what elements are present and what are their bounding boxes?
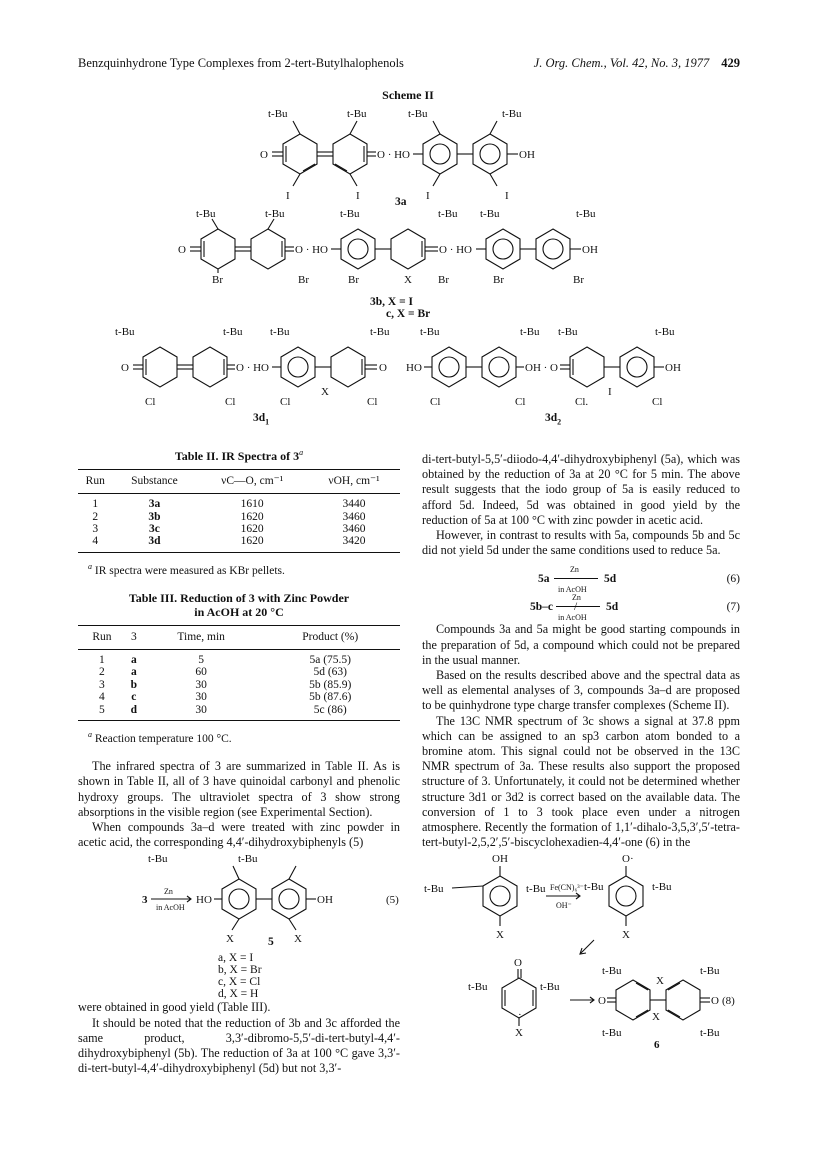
table-row: 3 b 30 5b (85.9) (99, 678, 352, 691)
running-title: Benzquinhydrone Type Complexes from 2-tert-Butylhalophenols (78, 56, 404, 70)
table3-title: Table III. Reduction of 3 with Zinc Powder in AcOH at 20 °C (128, 590, 350, 619)
svg-text:t-Bu: t-Bu (148, 853, 168, 866)
svg-text:Cl: Cl (652, 396, 663, 408)
page-number: 429 (721, 56, 740, 70)
svg-text:O: O (598, 995, 606, 1008)
svg-text:t-Bu: t-Bu (268, 108, 288, 120)
paragraph: When compounds 3a–d were treated with zinc powder in acetic acid, the corresponding 4,4′-dihydroxybiphenyls (5) (78, 819, 400, 850)
svg-text:OH: OH (665, 362, 681, 374)
structure-3d2 (400, 325, 700, 417)
paragraph: However, in contrast to results with 5a, compounds 5b and 5c did not yield 5d under the same conditions used to reduce 5a. (422, 528, 740, 558)
table3-footnote: $^a$ Reaction temperature 100 °C. (88, 730, 232, 745)
svg-text:Br: Br (493, 274, 504, 286)
table3-header: Time, min (142, 625, 261, 649)
svg-text:t-Bu: t-Bu (223, 326, 243, 338)
svg-text:t-Bu: t-Bu (602, 965, 622, 978)
structure-3d1 (115, 325, 405, 417)
svg-text:OH: OH (519, 149, 535, 161)
svg-text:OH⁻: OH⁻ (556, 901, 572, 911)
svg-text:Br: Br (298, 274, 309, 286)
svg-text:t-Bu: t-Bu (602, 1027, 622, 1040)
paragraph: were obtained in good yield (Table III). (78, 1000, 271, 1015)
svg-text:t-Bu: t-Bu (480, 208, 500, 220)
label-3d2: $3d_2$ (545, 412, 562, 427)
svg-text:t-Bu: t-Bu (340, 208, 360, 220)
svg-text:Zn: Zn (164, 887, 173, 897)
table2-header: νOH, cm⁻¹ (308, 470, 400, 494)
svg-text:O · HO: O · HO (295, 244, 328, 256)
svg-text:t-Bu: t-Bu (347, 108, 367, 120)
svg-text:O: O (379, 362, 387, 374)
svg-text:·: · (518, 1009, 522, 1022)
eq5-substituents: 5 a, X = I b, X = Br c, X = Cl d, X = H (218, 936, 274, 1001)
svg-text:t-Bu: t-Bu (468, 981, 488, 994)
label-3d1: $3d_1$ (253, 412, 270, 427)
label-3c: c, X = Br (386, 308, 431, 320)
label-3b: 3b, X = I (370, 296, 413, 308)
svg-text:O: O (711, 995, 719, 1008)
svg-text:t-Bu: t-Bu (196, 208, 216, 220)
svg-text:O: O (178, 244, 186, 256)
structure-3a (250, 104, 550, 208)
svg-text:O: O (514, 957, 522, 970)
svg-text:I: I (426, 190, 430, 202)
svg-text:6: 6 (654, 1039, 660, 1052)
svg-text:t-Bu: t-Bu (655, 326, 675, 338)
svg-text:OH · O: OH · O (525, 362, 558, 374)
svg-text:t-Bu: t-Bu (420, 326, 440, 338)
equation-5 (78, 850, 400, 946)
svg-text:(8): (8) (722, 995, 735, 1008)
svg-text:t-Bu: t-Bu (238, 853, 258, 866)
svg-text:t-Bu: t-Bu (700, 1027, 720, 1040)
table3-header: Product (%) (260, 625, 400, 649)
svg-text:t-Bu: t-Bu (370, 326, 390, 338)
svg-text:Fe(CN)₆³⁻: Fe(CN)₆³⁻ (550, 883, 584, 893)
svg-text:t-Bu: t-Bu (438, 208, 458, 220)
table2-title: Table II. IR Spectra of 3$^a$ (174, 448, 304, 463)
equation-8 (422, 850, 740, 1052)
svg-text:O · HO: O · HO (236, 362, 269, 374)
scheme-title: Scheme II (382, 88, 434, 102)
svg-text:I: I (356, 190, 360, 202)
table-row: 5 d 30 5c (86) (78, 704, 400, 721)
svg-text:X: X (656, 975, 664, 988)
svg-text:Br: Br (438, 274, 449, 286)
svg-text:t-Bu: t-Bu (700, 965, 720, 978)
svg-text:X: X (321, 386, 329, 398)
structure-3b-3c (168, 207, 638, 299)
svg-text:HO: HO (406, 362, 422, 374)
table-row: 4 3d 1620 3420 (78, 535, 400, 552)
svg-text:OH: OH (317, 894, 333, 907)
svg-text:t-Bu: t-Bu (270, 326, 290, 338)
svg-text:Cl: Cl (280, 396, 291, 408)
svg-text:(5): (5) (386, 894, 399, 907)
svg-text:t-Bu: t-Bu (576, 208, 596, 220)
svg-text:X: X (226, 933, 234, 946)
svg-text:t-Bu: t-Bu (115, 326, 135, 338)
table2-footnote: $^a$ IR spectra were measured as KBr pellets. (88, 561, 285, 577)
left-column (78, 446, 400, 1076)
equation-7: 5b–c Zn in AcOH / 5d (7) (530, 593, 740, 623)
table3-header: 3 (126, 625, 142, 649)
svg-text:Cl.: Cl. (575, 396, 589, 408)
svg-text:X: X (404, 274, 412, 286)
svg-text:Cl: Cl (145, 396, 156, 408)
svg-text:t-Bu: t-Bu (558, 326, 578, 338)
table-row: 1 3a 1610 3440 (92, 498, 366, 511)
table3 (78, 625, 400, 721)
svg-text:O·: O· (622, 853, 634, 866)
svg-text:t-Bu: t-Bu (526, 883, 546, 896)
svg-text:O · HO: O · HO (439, 244, 472, 256)
equation-6: 5a Zn in AcOH 5d (6) (538, 565, 740, 595)
svg-text:Cl: Cl (430, 396, 441, 408)
svg-text:I: I (608, 386, 612, 398)
svg-text:t-Bu: t-Bu (408, 108, 428, 120)
svg-text:t-Bu: t-Bu (265, 208, 285, 220)
svg-text:t-Bu: t-Bu (424, 883, 444, 896)
svg-text:t-Bu: t-Bu (502, 108, 522, 120)
svg-text:X: X (294, 933, 302, 946)
svg-text:t-Bu: t-Bu (540, 981, 560, 994)
table2 (78, 469, 400, 553)
svg-text:Cl: Cl (515, 396, 526, 408)
svg-text:in AcOH: in AcOH (156, 903, 185, 913)
svg-text:t-Bu: t-Bu (652, 881, 672, 894)
svg-text:O: O (121, 362, 129, 374)
svg-text:Cl: Cl (225, 396, 236, 408)
running-header (78, 56, 740, 74)
svg-text:X: X (652, 1011, 660, 1024)
label-3a: 3a (395, 196, 407, 208)
table-row: 2 3b 1620 3460 (92, 510, 366, 523)
paragraph: The infrared spectra of 3 are summarized in Table II. As is shown in Table II, all of 3 have quinoidal carbonyl and phenolic hydroxy groups. The ultraviolet spectra of 3 show strong absorptions in the visible region (see Experimental Section). (78, 759, 400, 819)
svg-text:OH: OH (582, 244, 598, 256)
journal-citation (534, 56, 740, 71)
paragraph: Compounds 3a and 5a might be good starting compounds in the preparation of 5d, a compound which could not be prepared in the usual manner. (422, 622, 740, 667)
svg-text:HO: HO (196, 894, 212, 907)
o-label: O (260, 149, 268, 161)
svg-text:3: 3 (142, 894, 148, 907)
svg-text:Br: Br (573, 274, 584, 286)
paragraph: Based on the results described above and the spectral data as well as elemental analyses of 3, compounds 3a–d are proposed to be quinhydrone type charge transfer complexes (Scheme II). (422, 668, 740, 713)
label-3bc (370, 296, 430, 320)
right-column (422, 452, 740, 1052)
table-row: 3 3c 1620 3460 (92, 523, 366, 536)
svg-text:I: I (286, 190, 290, 202)
svg-text:t-Bu: t-Bu (520, 326, 540, 338)
paragraph: It should be noted that the reduction of 3b and 3c afforded the same product, 3,3′-dibromo-5,5′-di-tert-butyl-4,4′-dihydroxybiphenyl (5b). The reduction of 3a at 100 °C gave 3,3′-di-tert-butyl-4,4′-dihydroxybiphenyl (5d) but not 3,3′- (78, 1015, 400, 1076)
table-row: 4 c 30 5b (87.6) (99, 691, 352, 704)
table2-header: Substance (112, 470, 196, 494)
svg-text:I: I (505, 190, 509, 202)
table-row: 2 a 60 5d (63) (99, 666, 347, 679)
table2-header: νC—O, cm⁻¹ (196, 470, 308, 494)
table-row: 1 a 5 5a (75.5) (99, 654, 351, 667)
svg-text:Cl: Cl (367, 396, 378, 408)
svg-text:X: X (496, 929, 504, 942)
paragraph: The 13C NMR spectrum of 3c shows a signal at 37.8 ppm which can be assigned to an sp3 carbon atom bonded to a bromine atom. This signal could not be observed in the 13C NMR spectrum of 3a. These results also support the proposed structure of 3. Unfortunately, it could not be determined whether structure 3d1 or 3d2 is correct based on the available data. The conversion of 1 to 3 took place even under a nitrogen atmosphere. Recently the formation of 1,1′-dihalo-3,5,3′,5′-tetra-tert-butyl-2,5,2′,5′-biscyclohexadien-4,4′-one (6) in the (422, 713, 740, 850)
svg-text:Br: Br (348, 274, 359, 286)
journal-name: J. Org. Chem., Vol. 42, No. 3, 1977 (533, 56, 710, 70)
paragraph: di-tert-butyl-5,5′-diiodo-4,4′-dihydroxybiphenyl (5a), which was obtained by the reduction of 3a at 20 °C for 5 min. The above result suggests that the iodo group of 5a is easily reduced to afford 5d. Indeed, 5d was obtained in good yield by the reduction of 5a at 100 °C with zinc powder in acetic acid. (422, 452, 740, 527)
table3-header: Run (78, 625, 126, 649)
svg-text:X: X (622, 929, 630, 942)
svg-text:Br: Br (212, 274, 223, 286)
svg-text:t-Bu: t-Bu (584, 881, 604, 894)
table2-header: Run (78, 470, 112, 494)
svg-text:OH: OH (492, 853, 508, 866)
svg-text:X: X (515, 1027, 523, 1040)
svg-text:O · HO: O · HO (377, 149, 410, 161)
